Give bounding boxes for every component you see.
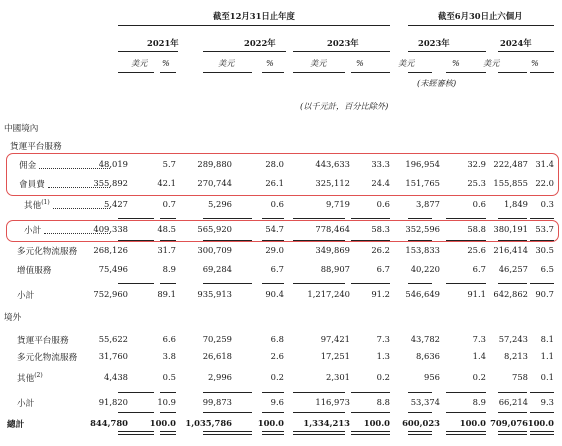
total-double-rule bbox=[262, 431, 284, 432]
cell-pct: 100.0 bbox=[363, 418, 390, 428]
sum-rule bbox=[530, 240, 554, 241]
row-label: 小計 bbox=[17, 291, 35, 301]
cell-pct: 53.7 bbox=[535, 224, 554, 234]
cell-usd: 443,633 bbox=[315, 159, 350, 169]
cell-usd: 565,920 bbox=[197, 224, 232, 234]
header-unaudited: (未經審核) bbox=[417, 78, 457, 88]
cell-usd: 196,954 bbox=[405, 159, 440, 169]
cell-pct: 91.1 bbox=[467, 289, 486, 299]
sum-rule bbox=[203, 392, 252, 393]
cell-pct: 32.9 bbox=[467, 159, 486, 169]
unit-underline bbox=[530, 72, 554, 73]
cell-pct: 1.4 bbox=[472, 351, 486, 361]
cell-pct: 9.3 bbox=[540, 397, 554, 407]
cell-pct: 0.2 bbox=[270, 372, 284, 382]
cell-pct: 0.7 bbox=[162, 199, 176, 209]
cell-pct: 10.9 bbox=[157, 397, 176, 407]
sum-rule bbox=[160, 283, 176, 284]
cell-pct: 100.0 bbox=[459, 418, 486, 428]
cell-pct: 1.1 bbox=[540, 351, 554, 361]
year-underline bbox=[293, 51, 390, 52]
total-double-rule bbox=[498, 431, 527, 432]
sum-rule bbox=[446, 412, 486, 413]
cell-pct: 5.7 bbox=[162, 159, 176, 169]
cell-pct: 58.8 bbox=[467, 224, 486, 234]
cell-usd: 153,833 bbox=[405, 245, 440, 255]
header-pct: % bbox=[356, 58, 364, 68]
header-rule-h1 bbox=[408, 25, 554, 26]
cell-pct: 25.3 bbox=[467, 178, 486, 188]
cell-pct: 100.0 bbox=[257, 418, 284, 428]
cell-pct: 0.6 bbox=[376, 199, 390, 209]
unit-underline bbox=[446, 72, 486, 73]
cell-pct: 29.0 bbox=[265, 245, 284, 255]
sum-rule bbox=[203, 218, 252, 219]
cell-usd: 752,960 bbox=[93, 289, 128, 299]
cell-usd: 270,744 bbox=[197, 178, 232, 188]
cell-pct: 22.0 bbox=[535, 178, 554, 188]
cell-pct: 8.9 bbox=[472, 397, 486, 407]
cell-usd: 88,907 bbox=[320, 264, 350, 274]
sum-rule bbox=[293, 240, 345, 241]
row-label: 貨運平台服務 bbox=[17, 336, 69, 346]
cell-pct: 8.8 bbox=[376, 397, 390, 407]
header-usd: 美元 bbox=[310, 58, 327, 68]
total-double-rule bbox=[293, 431, 345, 432]
sum-rule bbox=[408, 412, 432, 413]
total-double-rule bbox=[160, 431, 176, 432]
cell-usd: 99,873 bbox=[202, 397, 232, 407]
unit-underline bbox=[293, 72, 345, 73]
header-pct: % bbox=[266, 58, 274, 68]
cell-usd: 57,243 bbox=[498, 334, 528, 344]
cell-usd: 91,820 bbox=[98, 397, 128, 407]
cell-usd: 31,760 bbox=[98, 351, 128, 361]
cell-usd: 43,782 bbox=[410, 334, 440, 344]
row-label: 小計 bbox=[17, 399, 35, 409]
cell-usd: 116,973 bbox=[315, 397, 350, 407]
cell-pct: 8.9 bbox=[162, 264, 176, 274]
sum-rule bbox=[408, 218, 432, 219]
unit-underline bbox=[351, 72, 390, 73]
cell-usd: 5,427 bbox=[104, 199, 128, 209]
total-double-rule bbox=[203, 434, 252, 435]
sum-rule bbox=[160, 412, 176, 413]
sum-rule bbox=[498, 218, 527, 219]
cell-pct: 30.5 bbox=[535, 245, 554, 255]
sum-rule bbox=[408, 283, 432, 284]
header-usd: 美元 bbox=[483, 58, 500, 68]
total-double-rule bbox=[408, 431, 432, 432]
total-double-rule bbox=[498, 434, 527, 435]
cell-pct: 0.5 bbox=[162, 372, 176, 382]
row-label-footnote: (2) bbox=[34, 372, 43, 380]
cell-usd: 4,438 bbox=[104, 372, 128, 382]
cell-usd: 935,913 bbox=[197, 289, 232, 299]
sum-rule bbox=[118, 392, 154, 393]
year-underline bbox=[408, 51, 486, 52]
cell-pct: 58.3 bbox=[371, 224, 390, 234]
cell-pct: 100.0 bbox=[149, 418, 176, 428]
cell-usd: 600,023 bbox=[402, 418, 440, 428]
cell-usd: 355,892 bbox=[93, 178, 128, 188]
sum-rule bbox=[160, 392, 176, 393]
sum-rule bbox=[203, 283, 252, 284]
sum-rule bbox=[293, 392, 345, 393]
cell-pct: 6.6 bbox=[162, 334, 176, 344]
sum-rule bbox=[446, 283, 486, 284]
cell-pct: 0.3 bbox=[540, 199, 554, 209]
cell-pct: 31.7 bbox=[157, 245, 176, 255]
cell-usd: 8,636 bbox=[416, 351, 440, 361]
cell-pct: 25.6 bbox=[467, 245, 486, 255]
sum-rule bbox=[262, 218, 284, 219]
cell-usd: 66,214 bbox=[498, 397, 528, 407]
cell-usd: 709,076 bbox=[490, 418, 528, 428]
cell-pct: 3.8 bbox=[162, 351, 176, 361]
year-underline bbox=[203, 51, 286, 52]
sum-rule bbox=[203, 412, 252, 413]
cell-pct: 0.1 bbox=[540, 372, 554, 382]
cell-usd: 1,217,240 bbox=[307, 289, 350, 299]
header-year: 2022年 bbox=[244, 38, 276, 48]
sum-rule bbox=[498, 412, 527, 413]
unit-underline bbox=[498, 72, 527, 73]
section-platform: 貨運平台服務 bbox=[10, 142, 62, 152]
cell-pct: 0.6 bbox=[472, 199, 486, 209]
cell-usd: 2,996 bbox=[208, 372, 232, 382]
unit-note: (以千元計，百分比除外) bbox=[300, 101, 389, 111]
sum-rule bbox=[118, 283, 154, 284]
cell-pct: 6.7 bbox=[270, 264, 284, 274]
cell-usd: 40,220 bbox=[410, 264, 440, 274]
sum-rule bbox=[351, 240, 390, 241]
cell-usd: 55,622 bbox=[98, 334, 128, 344]
cell-pct: 8.1 bbox=[540, 334, 554, 344]
unit-underline bbox=[203, 72, 252, 73]
header-usd: 美元 bbox=[218, 58, 235, 68]
cell-usd: 349,869 bbox=[315, 245, 350, 255]
row-label: 多元化物流服務 bbox=[17, 247, 78, 257]
row-label: 小計 bbox=[24, 226, 42, 236]
sum-rule bbox=[530, 218, 554, 219]
cell-pct: 24.4 bbox=[371, 178, 390, 188]
header-year: 2023年 bbox=[327, 38, 359, 48]
cell-usd: 97,421 bbox=[320, 334, 350, 344]
total-double-rule bbox=[408, 434, 432, 435]
cell-pct: 48.5 bbox=[157, 224, 176, 234]
total-double-rule bbox=[351, 431, 390, 432]
unit-underline bbox=[408, 72, 432, 73]
section-domestic: 中國境內 bbox=[4, 124, 39, 134]
cell-pct: 6.5 bbox=[540, 264, 554, 274]
sum-rule bbox=[351, 218, 390, 219]
total-double-rule bbox=[530, 431, 554, 432]
cell-usd: 155,855 bbox=[493, 178, 528, 188]
cell-usd: 642,862 bbox=[493, 289, 528, 299]
total-double-rule bbox=[293, 434, 345, 435]
total-double-rule bbox=[262, 434, 284, 435]
row-label: 其他$^{(2)}$ bbox=[17, 372, 43, 384]
total-double-rule bbox=[203, 431, 252, 432]
row-label: 會員費 bbox=[19, 180, 45, 190]
cell-usd: 1,849 bbox=[504, 199, 528, 209]
cell-usd: 151,765 bbox=[405, 178, 440, 188]
cell-pct: 54.7 bbox=[265, 224, 284, 234]
sum-rule bbox=[446, 240, 486, 241]
header-fiscal-year: 截至12月31日止年度 bbox=[213, 11, 295, 21]
cell-pct: 89.1 bbox=[157, 289, 176, 299]
sum-rule bbox=[408, 392, 432, 393]
cell-pct: 6.7 bbox=[472, 264, 486, 274]
sum-rule bbox=[160, 218, 176, 219]
cell-pct: 1.3 bbox=[376, 351, 390, 361]
cell-usd: 3,877 bbox=[416, 199, 440, 209]
cell-usd: 1,334,213 bbox=[303, 418, 350, 428]
cell-usd: 956 bbox=[424, 372, 440, 382]
header-usd: 美元 bbox=[131, 58, 148, 68]
section-overseas: 境外 bbox=[4, 313, 22, 323]
sum-rule bbox=[262, 240, 284, 241]
total-double-rule bbox=[118, 431, 154, 432]
header-pct: % bbox=[162, 58, 170, 68]
cell-usd: 48,019 bbox=[98, 159, 128, 169]
row-label: 增值服務 bbox=[17, 266, 52, 276]
cell-usd: 69,284 bbox=[202, 264, 232, 274]
header-six-months: 截至6月30日止六個月 bbox=[438, 11, 523, 21]
cell-usd: 546,649 bbox=[405, 289, 440, 299]
cell-usd: 17,251 bbox=[320, 351, 350, 361]
sum-rule bbox=[118, 218, 154, 219]
sum-rule bbox=[408, 240, 432, 241]
cell-usd: 9,719 bbox=[326, 199, 350, 209]
cell-pct: 42.1 bbox=[157, 178, 176, 188]
cell-usd: 268,126 bbox=[93, 245, 128, 255]
cell-usd: 5,296 bbox=[208, 199, 232, 209]
header-pct: % bbox=[452, 58, 460, 68]
cell-usd: 778,464 bbox=[315, 224, 350, 234]
sum-rule bbox=[160, 240, 176, 241]
cell-pct: 100.0 bbox=[527, 418, 554, 428]
sum-rule bbox=[262, 392, 284, 393]
sum-rule bbox=[351, 392, 390, 393]
cell-pct: 2.6 bbox=[270, 351, 284, 361]
cell-usd: 216,414 bbox=[493, 245, 528, 255]
cell-usd: 409,338 bbox=[93, 224, 128, 234]
cell-usd: 325,112 bbox=[315, 178, 350, 188]
cell-pct: 90.4 bbox=[265, 289, 284, 299]
cell-pct: 31.4 bbox=[535, 159, 554, 169]
header-year: 2023年 bbox=[418, 38, 450, 48]
cell-pct: 26.1 bbox=[265, 178, 284, 188]
year-underline bbox=[118, 51, 178, 52]
cell-usd: 844,780 bbox=[90, 418, 128, 428]
row-label-footnote: (1) bbox=[41, 199, 50, 207]
cell-usd: 46,257 bbox=[498, 264, 528, 274]
header-year: 2021年 bbox=[147, 38, 179, 48]
row-label: 其他$^{(1)}$ bbox=[24, 199, 50, 211]
cell-pct: 6.8 bbox=[270, 334, 284, 344]
sum-rule bbox=[118, 412, 154, 413]
cell-pct: 0.2 bbox=[376, 372, 390, 382]
cell-usd: 289,880 bbox=[197, 159, 232, 169]
cell-pct: 9.6 bbox=[270, 397, 284, 407]
cell-usd: 352,596 bbox=[405, 224, 440, 234]
header-usd: 美元 bbox=[398, 58, 415, 68]
cell-pct: 90.7 bbox=[535, 289, 554, 299]
sum-rule bbox=[293, 283, 345, 284]
cell-pct: 28.0 bbox=[265, 159, 284, 169]
year-underline bbox=[498, 51, 554, 52]
cell-usd: 758 bbox=[512, 372, 528, 382]
sum-rule bbox=[498, 392, 527, 393]
cell-usd: 75,496 bbox=[98, 264, 128, 274]
sum-rule bbox=[293, 218, 345, 219]
cell-pct: 0.6 bbox=[270, 199, 284, 209]
sum-rule bbox=[293, 412, 345, 413]
sum-rule bbox=[446, 218, 486, 219]
sum-rule bbox=[262, 283, 284, 284]
total-double-rule bbox=[351, 434, 390, 435]
total-double-rule bbox=[118, 434, 154, 435]
header-pct: % bbox=[531, 58, 539, 68]
sum-rule bbox=[203, 240, 252, 241]
cell-usd: 8,213 bbox=[504, 351, 528, 361]
sum-rule bbox=[262, 412, 284, 413]
row-label: 總計 bbox=[7, 420, 25, 430]
sum-rule bbox=[498, 283, 527, 284]
sum-rule bbox=[530, 412, 554, 413]
cell-usd: 70,259 bbox=[202, 334, 232, 344]
cell-usd: 300,709 bbox=[197, 245, 232, 255]
cell-pct: 6.7 bbox=[376, 264, 390, 274]
unit-underline bbox=[118, 72, 154, 73]
row-label: 佣金 bbox=[19, 161, 37, 171]
cell-usd: 53,374 bbox=[410, 397, 440, 407]
sum-rule bbox=[351, 412, 390, 413]
cell-pct: 26.2 bbox=[371, 245, 390, 255]
cell-pct: 33.3 bbox=[371, 159, 390, 169]
sum-rule bbox=[118, 240, 154, 241]
cell-usd: 1,035,786 bbox=[185, 418, 232, 428]
cell-pct: 7.3 bbox=[472, 334, 486, 344]
cell-usd: 2,301 bbox=[326, 372, 350, 382]
header-rule-fy bbox=[118, 25, 390, 26]
total-double-rule bbox=[530, 434, 554, 435]
sum-rule bbox=[498, 240, 527, 241]
cell-pct: 91.2 bbox=[371, 289, 390, 299]
total-double-rule bbox=[446, 434, 486, 435]
sum-rule bbox=[530, 283, 554, 284]
header-year: 2024年 bbox=[500, 38, 532, 48]
cell-pct: 7.3 bbox=[376, 334, 390, 344]
unit-underline bbox=[262, 72, 284, 73]
cell-usd: 380,191 bbox=[493, 224, 528, 234]
row-label: 多元化物流服務 bbox=[17, 353, 78, 363]
total-double-rule bbox=[446, 431, 486, 432]
cell-usd: 26,618 bbox=[202, 351, 232, 361]
sum-rule bbox=[351, 283, 390, 284]
cell-pct: 0.2 bbox=[472, 372, 486, 382]
sum-rule bbox=[530, 392, 554, 393]
cell-usd: 222,487 bbox=[493, 159, 528, 169]
unit-underline bbox=[160, 72, 176, 73]
total-double-rule bbox=[160, 434, 176, 435]
sum-rule bbox=[446, 392, 486, 393]
